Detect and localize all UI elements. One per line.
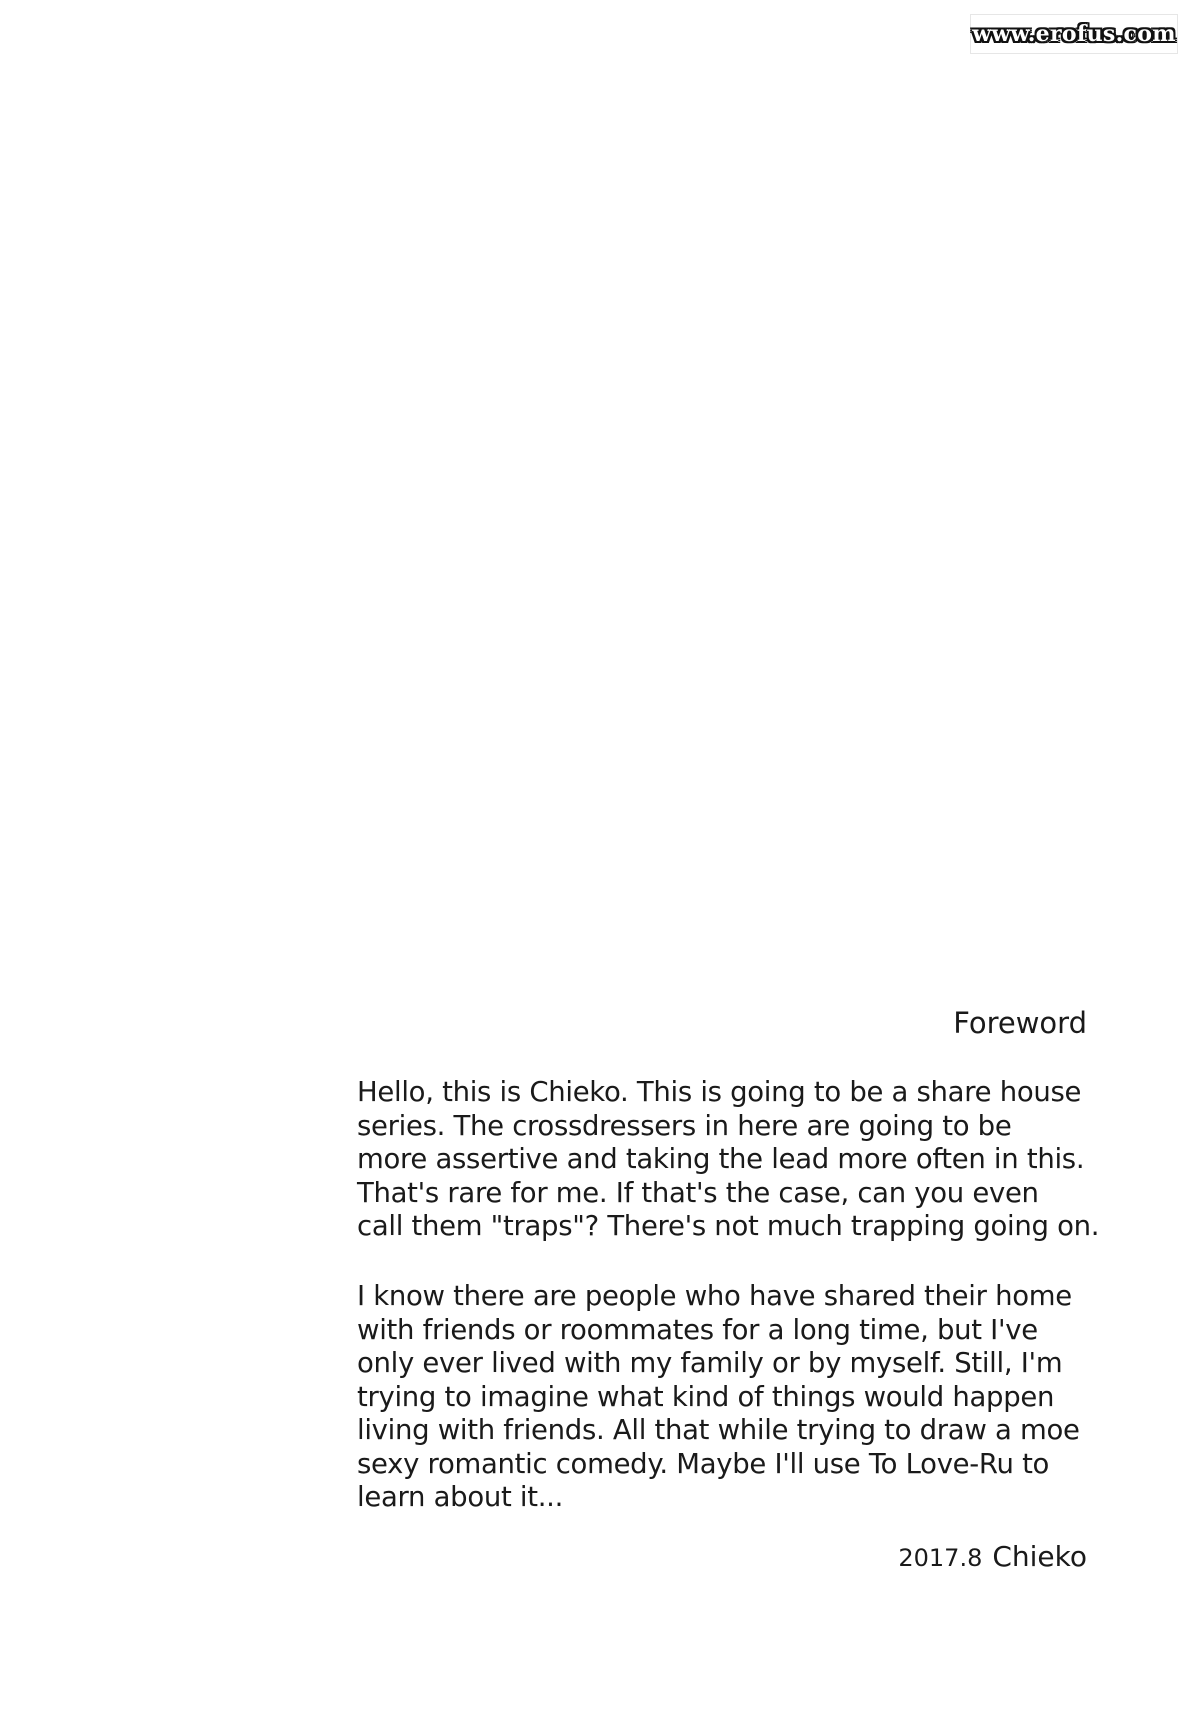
foreword-paragraph-2 — [357, 1280, 1137, 1515]
signature-author: Chieko — [992, 1540, 1087, 1573]
text-line: sexy romantic comedy. Maybe I'll use To Love-Ru to — [357, 1447, 1050, 1480]
text-line: call them "traps"? There's not much trapping going on. — [357, 1210, 1100, 1242]
text-line: only ever lived with my family or by myself. Still, I'm — [357, 1347, 1063, 1379]
text-line: trying to imagine what kind of things would happen — [357, 1380, 1055, 1413]
text-line: living with friends. All that while trying to draw a moe — [357, 1414, 1080, 1446]
signature-date: 2017.8 — [898, 1544, 983, 1572]
text-line: Hello, this is Chieko. This is going to be a share house — [357, 1076, 1082, 1108]
foreword-title: Foreword — [953, 1006, 1087, 1040]
signature — [898, 1540, 1087, 1575]
text-line: series. The crossdressers in here are going to be — [357, 1109, 1012, 1142]
text-line: with friends or roommates for a long time, but I've — [357, 1313, 1038, 1346]
foreword-paragraph-1 — [357, 1076, 1137, 1244]
text-line: I know there are people who have shared their home — [357, 1280, 1072, 1312]
text-line: That's rare for me. If that's the case, can you even — [357, 1176, 1039, 1209]
watermark-logo: www.erofus.com — [970, 14, 1178, 54]
text-line: learn about it... — [357, 1481, 564, 1513]
text-line: more assertive and taking the lead more often in this. — [357, 1143, 1085, 1175]
